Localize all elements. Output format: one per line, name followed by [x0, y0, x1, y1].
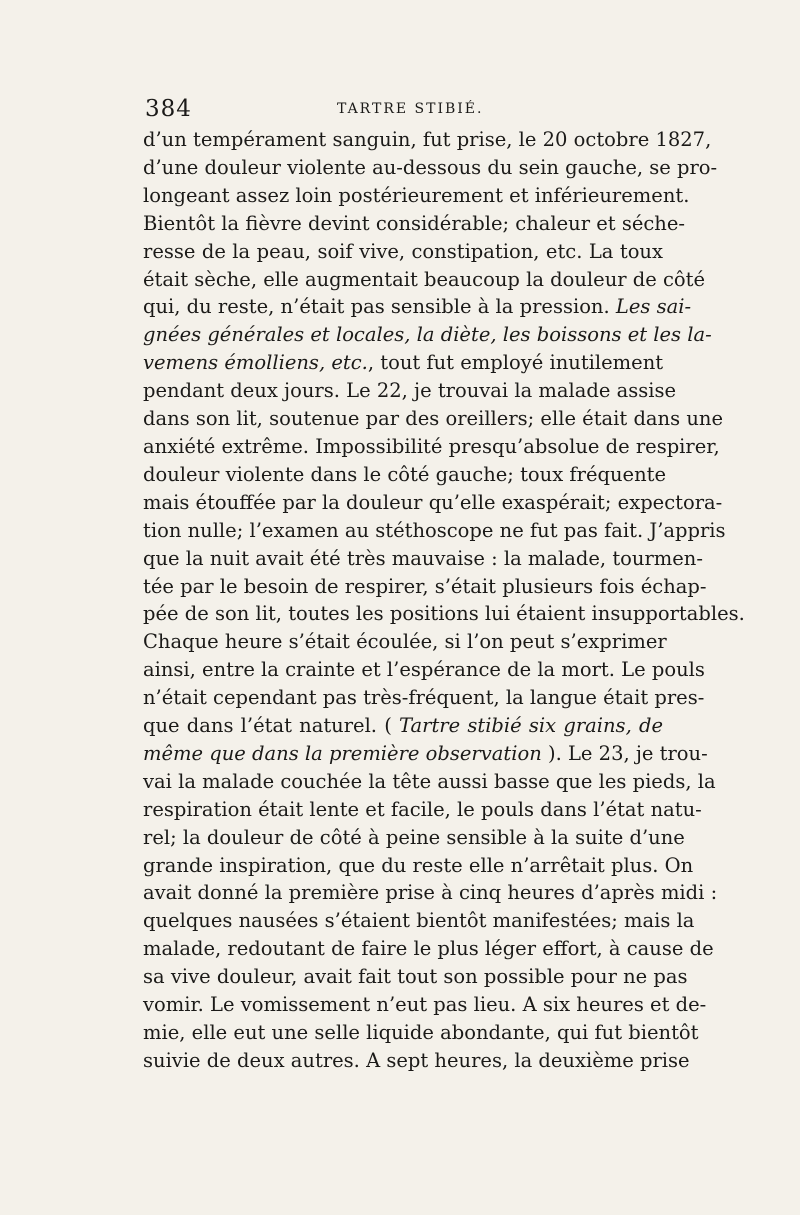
text-run: quelques nausées s’étaient bientôt manifestées; mais la [143, 909, 695, 933]
text-line [143, 293, 692, 321]
text-line [143, 321, 712, 349]
text-line [143, 768, 716, 796]
text-line [143, 824, 685, 852]
text-line [143, 210, 685, 238]
text-run: Bientôt la fièvre devint considérable; chaleur et séche- [143, 211, 685, 235]
text-run: resse de la peau, soif vive, constipation, etc. La toux [143, 239, 663, 263]
text-run: dans son lit, soutenue par des oreillers; elle était dans une [143, 407, 723, 431]
text-line [143, 126, 712, 154]
text-line [143, 182, 690, 210]
text-line [143, 1019, 699, 1047]
text-run: rel; la douleur de côté à peine sensible à la suite d’une [143, 825, 685, 849]
text-line [143, 879, 718, 907]
text-line [143, 628, 667, 656]
text-run: Chaque heure s’était écoulée, si l’on peut s’exprimer [143, 630, 667, 654]
text-run: , tout fut employé inutilement [367, 351, 664, 375]
text-run: était sèche, elle augmentait beaucoup la douleur de côté [143, 267, 706, 291]
text-line [143, 405, 723, 433]
text-line [143, 489, 723, 517]
text-run: mie, elle eut une selle liquide abondante, qui fut bientôt [143, 1021, 699, 1044]
text-line [143, 740, 708, 768]
text-run: d’une douleur violente au-dessous du sein gauche, se pro- [143, 155, 718, 179]
text-line [143, 600, 745, 628]
text-run: anxiété extrême. Impossibilité presqu’absolue de respirer, [143, 434, 720, 458]
text-run: grande inspiration, que du reste elle n’arrêtait plus. On [143, 853, 694, 877]
text-line [143, 991, 707, 1019]
italic-text: même que dans la première observation [143, 741, 542, 765]
text-line [143, 935, 714, 963]
text-run: que dans l’état naturel. ( [143, 714, 400, 738]
text-run: d’un tempérament sanguin, fut prise, le 20 octobre 1827, [143, 128, 712, 151]
text-line [143, 1047, 690, 1075]
text-line [143, 656, 705, 684]
italic-text: vemens émolliens, etc. [143, 351, 368, 375]
text-run: respiration était lente et facile, le pouls dans l’état natu- [143, 797, 702, 821]
text-line [143, 154, 718, 182]
italic-text: Les sai- [615, 295, 692, 319]
text-run: que la nuit avait été très mauvaise : la malade, tourmen- [143, 546, 703, 570]
text-run: ainsi, entre la crainte et l’espérance de la mort. Le pouls [143, 658, 705, 682]
text-line [143, 963, 688, 991]
text-run: qui, du reste, n’était pas sensible à la pression. [143, 295, 616, 319]
text-run: suivie de deux autres. A sept heures, la deuxième prise [143, 1048, 690, 1072]
body-text [143, 126, 745, 1075]
page-number: 384 [145, 96, 192, 122]
text-run: avait donné la première prise à cinq heures d’après midi : [143, 881, 718, 905]
text-run: mais étouffée par la douleur qu’elle exaspérait; expectora- [143, 490, 723, 514]
text-run: vomir. Le vomissement n’eut pas lieu. A six heures et de- [143, 993, 707, 1017]
running-head: TARTRE STIBIÉ. [337, 101, 484, 117]
page-header [145, 96, 660, 126]
text-line [143, 517, 726, 545]
text-line [143, 796, 702, 824]
text-line [143, 684, 705, 712]
text-run: longeant assez loin postérieurement et inférieurement. [143, 183, 690, 207]
text-line [143, 573, 707, 601]
text-line [143, 852, 694, 880]
text-line [143, 377, 677, 405]
text-line [143, 238, 663, 266]
text-run: malade, redoutant de faire le plus léger effort, à cause de [143, 937, 714, 961]
text-line [143, 461, 667, 489]
italic-text: Tartre stibié six grains, de [399, 714, 663, 738]
text-run: tée par le besoin de respirer, s’était plusieurs fois échap- [143, 574, 707, 598]
text-run: pée de son lit, toutes les positions lui étaient insupportables. [143, 602, 745, 626]
text-line [143, 433, 720, 461]
text-run: douleur violente dans le côté gauche; toux fréquente [143, 462, 667, 486]
text-line [143, 712, 663, 740]
text-run: sa vive douleur, avait fait tout son possible pour ne pas [143, 965, 688, 989]
text-run: pendant deux jours. Le 22, je trouvai la malade assise [143, 379, 677, 403]
text-line [143, 545, 703, 573]
italic-text: gnées générales et locales, la diète, les boissons et les la- [143, 323, 712, 347]
text-run: tion nulle; l’examen au stéthoscope ne fut pas fait. J’appris [143, 518, 726, 542]
text-run: ). Le 23, je trou- [541, 741, 708, 765]
text-run: n’était cependant pas très-fréquent, la langue était pres- [143, 686, 705, 710]
text-line [143, 266, 706, 294]
text-line [143, 349, 663, 377]
text-run: vai la malade couchée la tête aussi basse que les pieds, la [143, 769, 716, 793]
text-line [143, 907, 695, 935]
